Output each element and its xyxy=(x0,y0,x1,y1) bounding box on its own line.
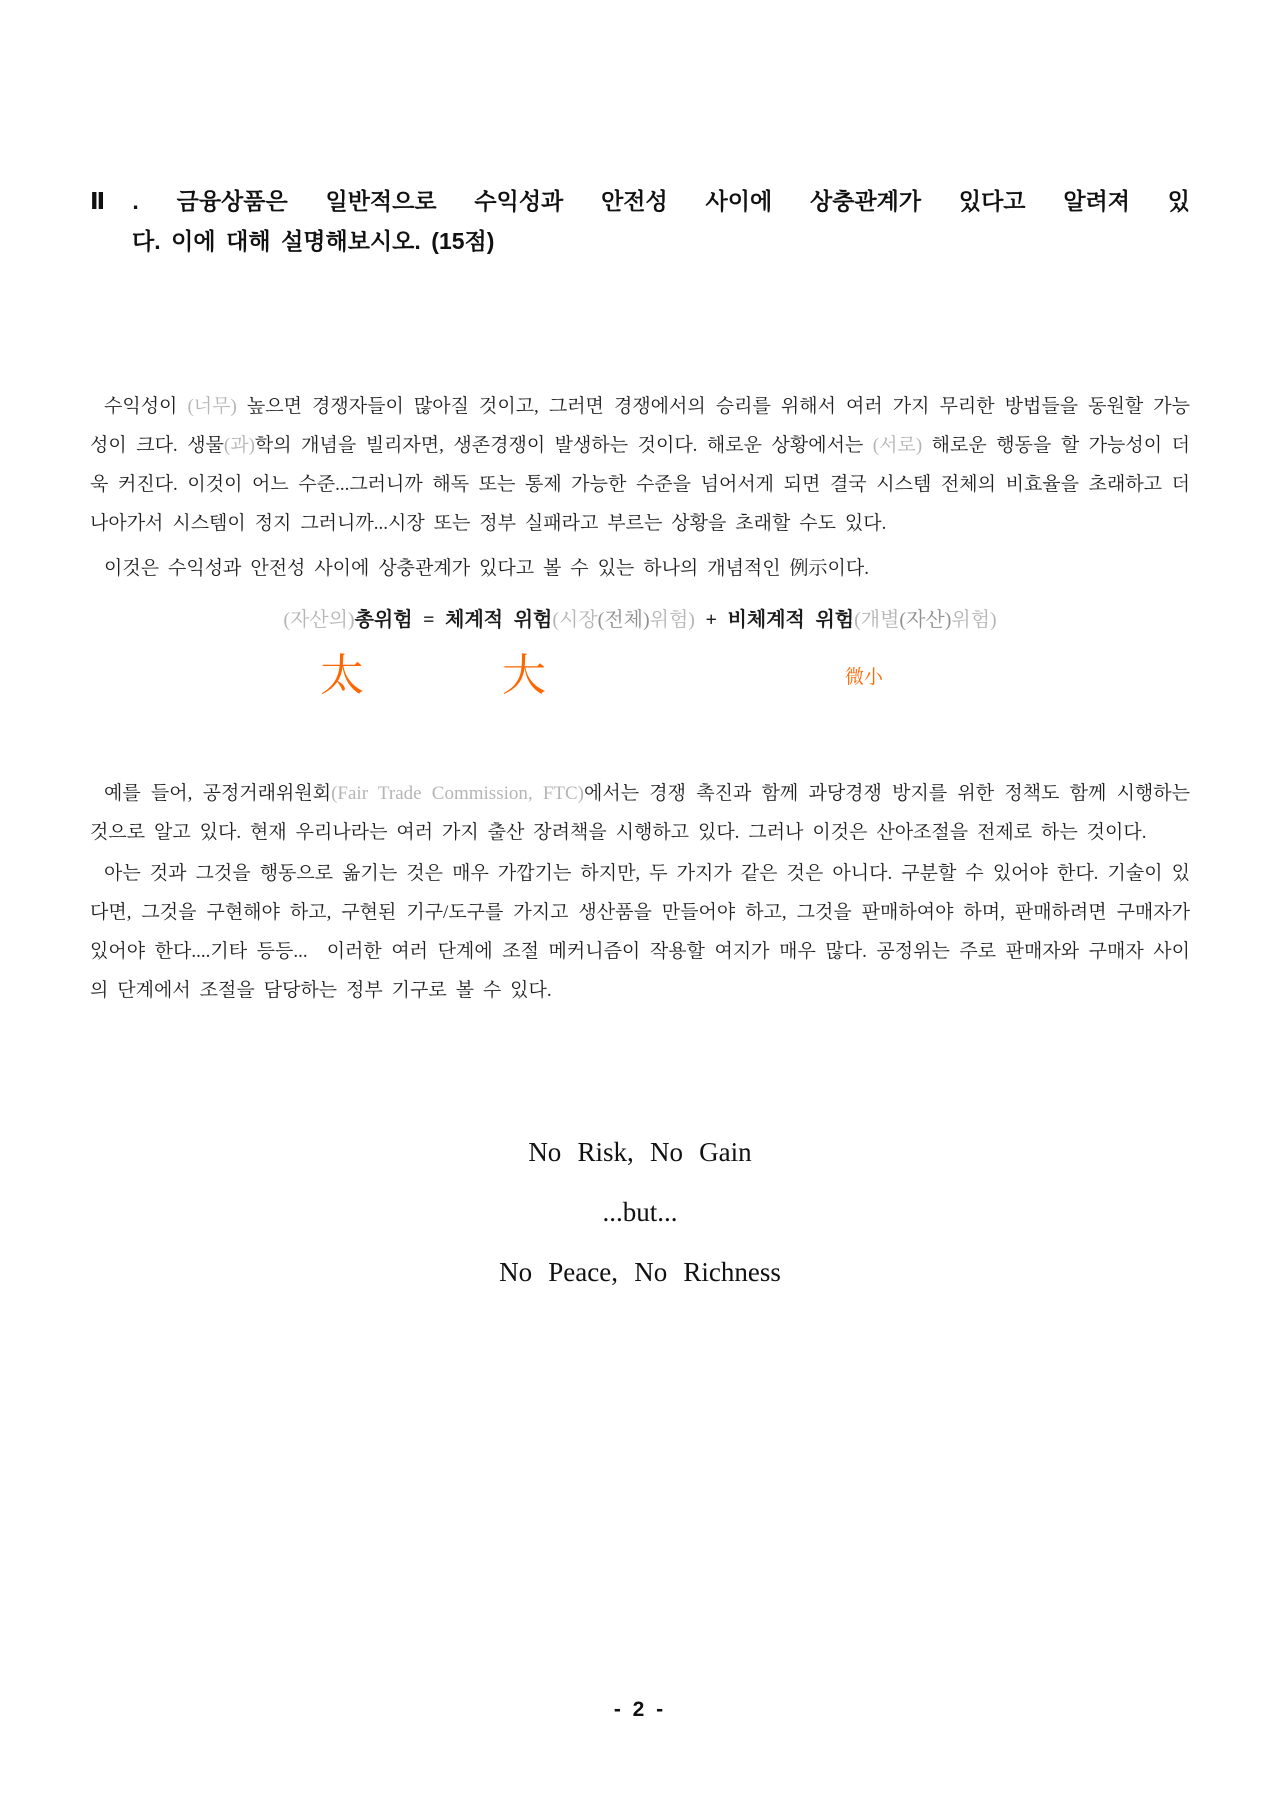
paragraph-knowing-vs-doing: 아는 것과 그것을 행동으로 옮기는 것은 매우 가깝기는 하지만, 두 가지가 같은 것은 아니다. 구분할 수 있어야 한다. 기술이 있다면, 그것을 구현해야 하고, 구현된 기구/도구를 가지고 생산품을 만들어야 하고, 그것을 판매하여야 하며, 판매하려면 구매자가 있어야 한다....기타 등등... 이러한 여러 단계에 조절 메커니즘이 작용할 여지가 매우 많다. 공정위는 주로 판매자와 구매자 사이의 단계에서 조절을 담당하는 정부 기구로 볼 수 있다. xyxy=(90,863,1190,1001)
closing-quote xyxy=(90,1122,1190,1302)
large-annotation: 大 xyxy=(502,651,546,700)
paragraph-conceptual-example: 이것은 수익성과 안전성 사이에 상충관계가 있다고 볼 수 있는 하나의 개념적인 例示이다. xyxy=(104,558,870,579)
question-heading-line-2: 다. 이에 대해 설명해보시오. (15점) xyxy=(132,228,495,254)
quote-line-1: No Risk, No Gain xyxy=(528,1137,752,1167)
tiny-annotation: 微小 xyxy=(845,667,884,688)
too-large-annotation: 太 xyxy=(320,651,364,700)
paragraph-profitability: 수익성이 (너무) 높으면 경쟁자들이 많아질 것이고, 그러면 경쟁에서의 승리를 위해서 여러 가지 무리한 방법들을 동원할 가능성이 크다. 생물(과)학의 개념을 빌리자면, 생존경쟁이 발생하는 것이다. 해로운 상황에서는 (서로) 해로운 행동을 할 가능성이 더욱 커진다. 이것이 어느 수준...그러니까 해독 또는 통제 가능한 수준을 넘어서게 되면 결국 시스템 전체의 비효율을 초래하고 더 나아가서 시스템이 정지 그러니까...시장 또는 정부 실패라고 부르는 상황을 초래할 수도 있다. xyxy=(90,396,1190,534)
question-heading xyxy=(90,181,1190,261)
question-heading-line-1: Ⅱ. 금융상품은 일반적으로 수익성과 안전성 사이에 상충관계가 있다고 알려져 있 xyxy=(90,188,1190,214)
quote-line-3: No Peace, No Richness xyxy=(499,1257,781,1287)
page-number: - 2 - xyxy=(613,1698,667,1721)
quote-line-2: ...but... xyxy=(602,1197,678,1227)
formula-annotations xyxy=(90,650,1190,710)
total-risk-formula: (자산의)총위험 = 체계적 위험(시장(전체)위험) + 비체계적 위험(개별(자산)위험) xyxy=(283,609,997,631)
paragraph-ftc-example: 예를 들어, 공정거래위원회(Fair Trade Commission, FTC)에서는 경쟁 촉진과 함께 과당경쟁 방지를 위한 정책도 함께 시행하는 것으로 알고 있다. 현재 우리나라는 여러 가지 출산 장려책을 시행하고 있다. 그러나 이것은 산아조절을 전제로 하는 것이다. xyxy=(90,783,1190,843)
